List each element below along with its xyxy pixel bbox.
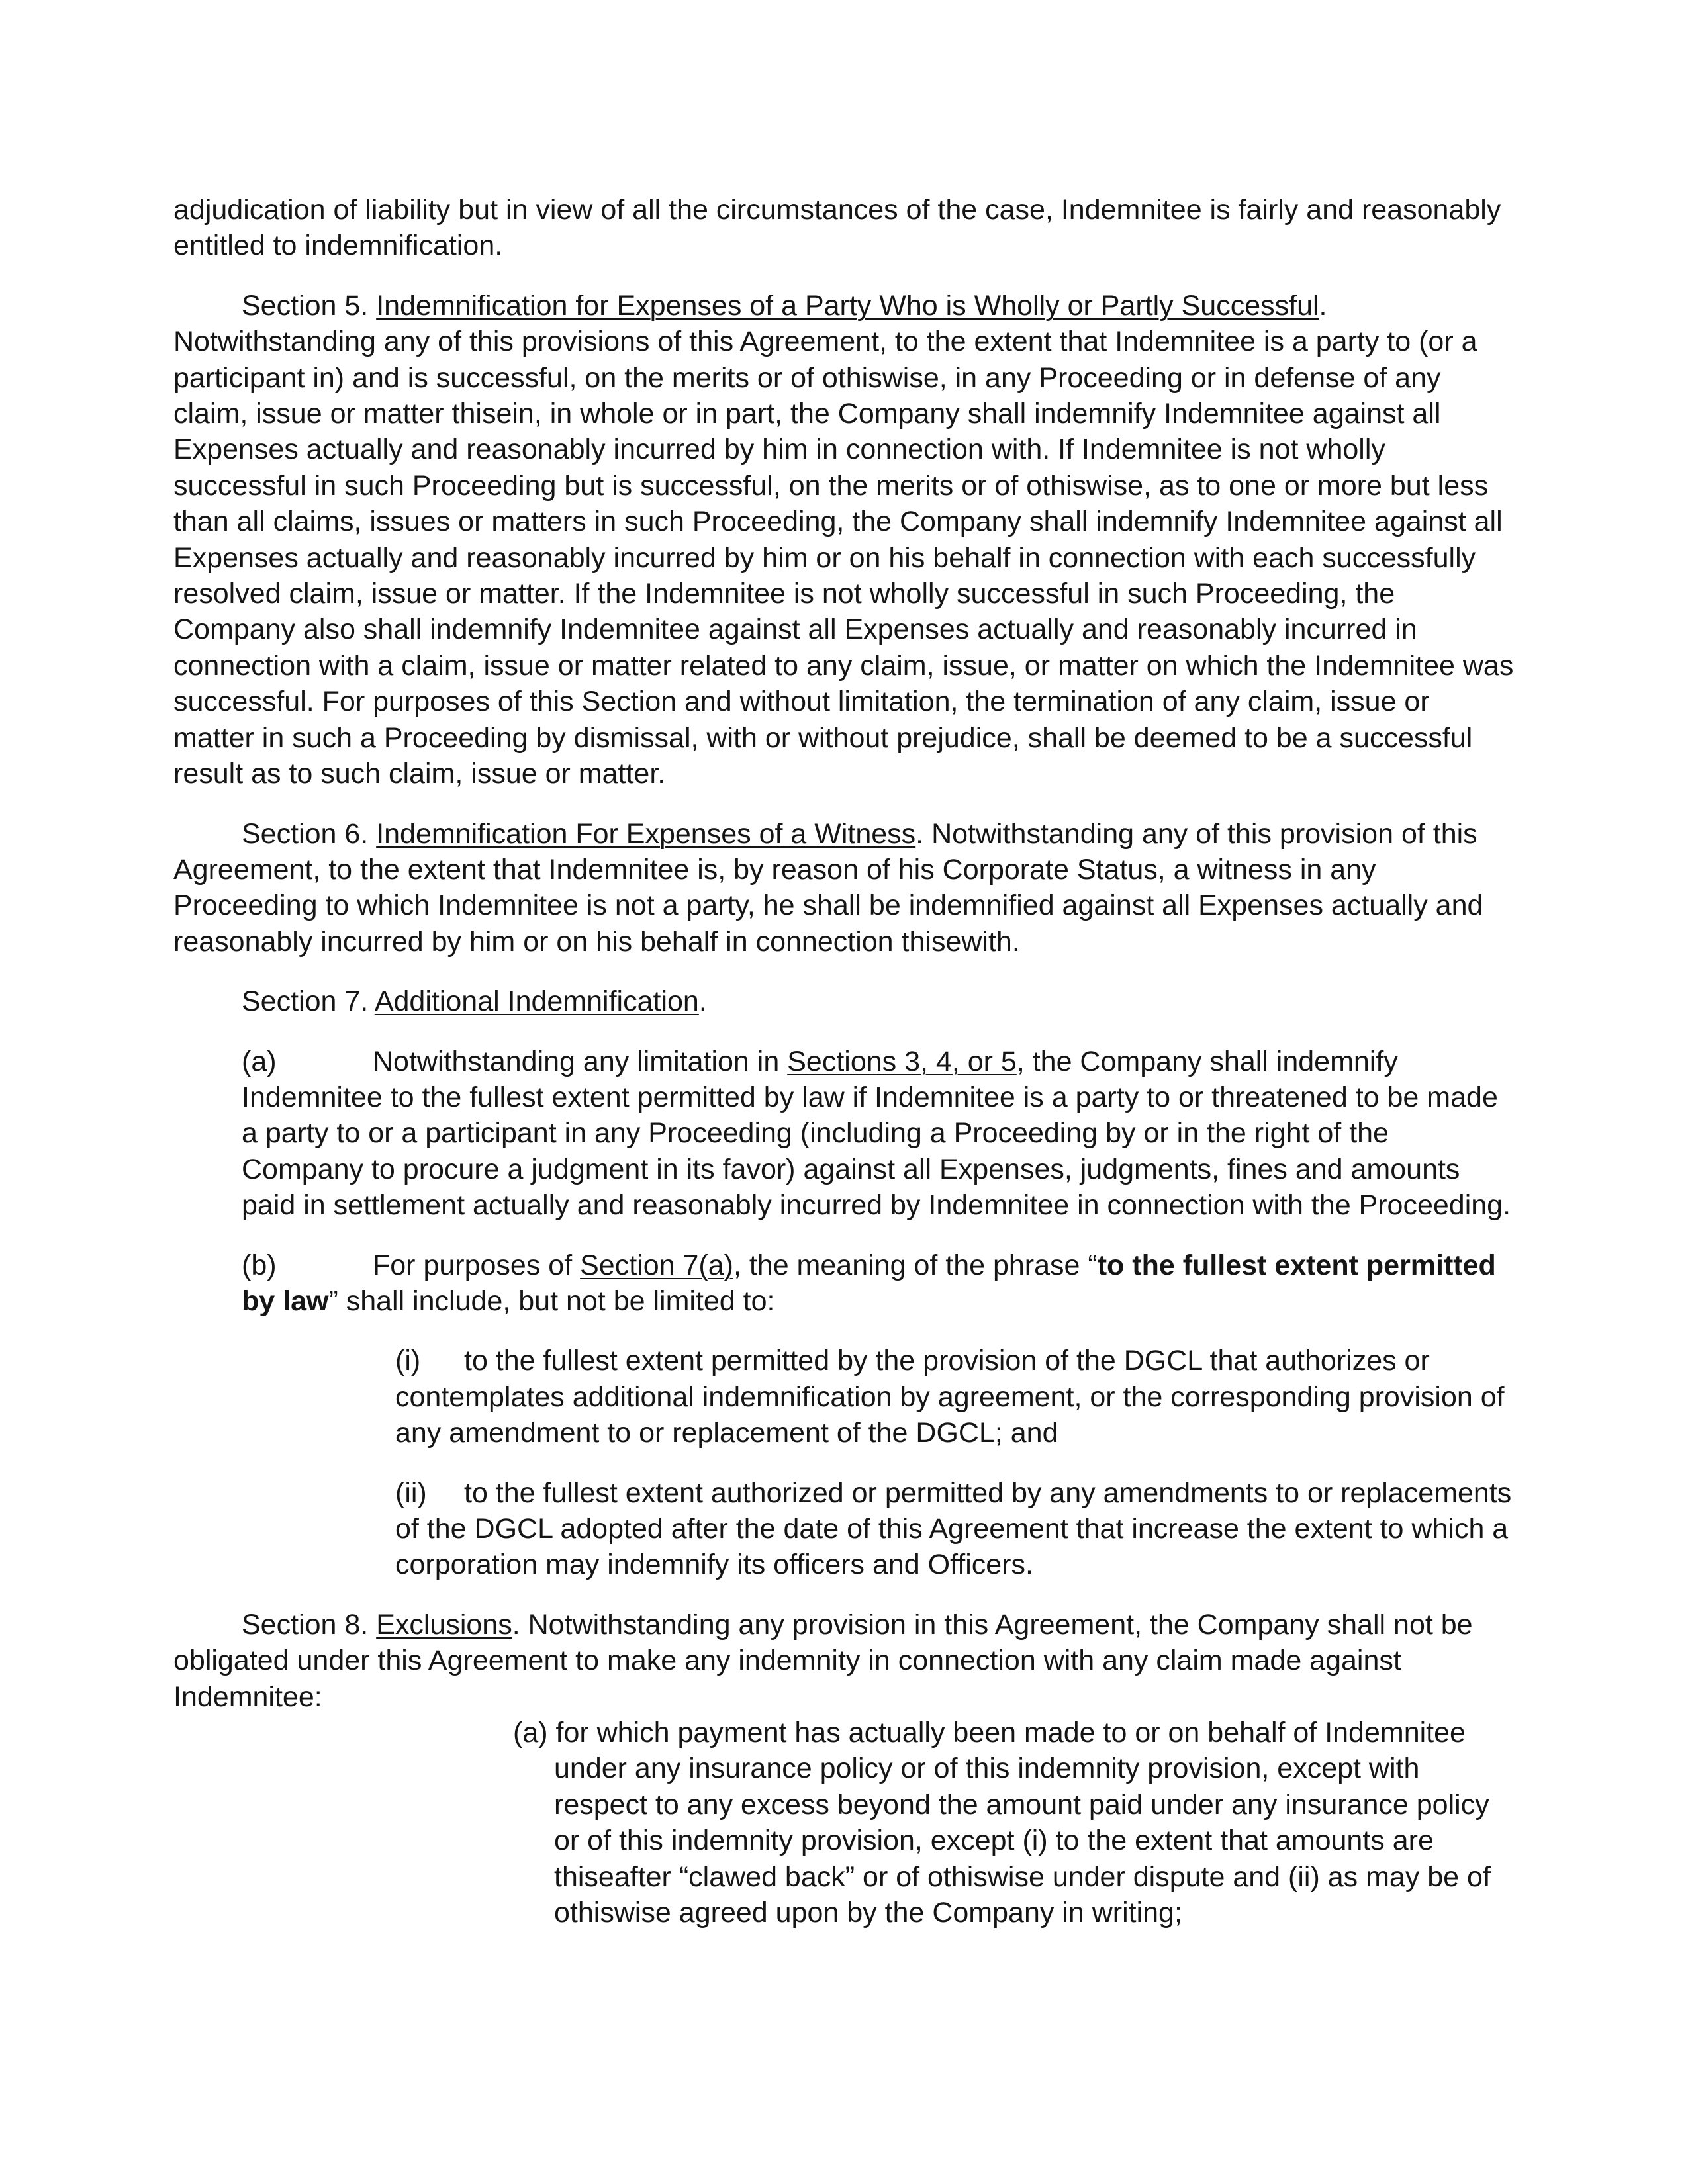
section-6-title: Indemnification For Expenses of a Witness (376, 817, 916, 850)
section-7b-label: (b) (242, 1249, 277, 1281)
section-5-title: Indemnification for Expenses of a Party Who is Wholly or Partly Successful (376, 289, 1319, 322)
document-page (173, 192, 1517, 1931)
section-7b-i-text: to the fullest extent permitted by the provision of the DGCL that authorizes or contemplates additional indemnification by agreement, or the corresponding provision of any amendment to or replacement of the DGCL; and (395, 1345, 1505, 1449)
section-7b-i-label: (i) (395, 1345, 421, 1377)
section-7b-ii-text: to the fullest extent authorized or permitted by any amendments to or replacements of the DGCL adopted after the date of this Agreement that increase the extent to which a corporation may indemnify its officers and Officers. (395, 1477, 1512, 1581)
section-5-body: . Notwithstanding any of this provisions of this Agreement, to the extent that Indemnitee is a party to (or a participant in) and is successful, on the merits or of othiswise, in any Proceeding or in defense of any claim, issue or matter thisein, in whole or in part, the Company shall indemnify Indemnitee against all Expenses actually and reasonably incurred by him in connection with. If Indemnitee is not wholly successful in such Proceeding but is successful, on the merits or of othiswise, as to one or more but less than all claims, issues or matters in such Proceeding, the Company shall indemnify Indemnitee against all Expenses actually and reasonably incurred by him or on his behalf in connection with each successfully resolved claim, issue or matter. If the Indemnitee is not wholly successful in such Proceeding, the Company also shall indemnify Indemnitee against all Expenses actually and reasonably incurred in connection with a claim, issue or matter related to any claim, issue, or matter on which the Indemnitee was successful. For purposes of this Section and without limitation, the termination of any claim, issue or matter in such a Proceeding by dismissal, with or without prejudice, shall be deemed to be a successful result as to such claim, issue or matter. (173, 289, 1514, 790)
paragraph-continuation: adjudication of liability but in view of all the circumstances of the case, Indemnitee is fairly and reasonably entitled to indemnification. (173, 194, 1501, 262)
section-6 (173, 816, 1517, 960)
section-7b-i (395, 1343, 1517, 1451)
section-8-body: . Notwithstanding any provision in this Agreement, the Company shall not be obligated under this Agreement to make any indemnity in connection with any claim made against Indemnitee: (173, 1608, 1473, 1713)
section-7b (242, 1248, 1517, 1320)
section-7a (242, 1044, 1517, 1224)
section-8a: (a) for which payment has actually been made to or on behalf of Indemnitee under any insurance policy or of this indemnity provision, except with respect to any excess beyond the amount paid under any insurance policy or of this indemnity provision, except (i) to the extent that amounts are thiseafter “clawed back” or of othiswise under dispute and (ii) as may be of othiswise agreed upon by the Company in writing; (513, 1717, 1491, 1929)
section-5 (173, 288, 1517, 792)
section-7a-pre: Notwithstanding any limitation in (373, 1045, 788, 1077)
section-8 (173, 1607, 1517, 1715)
section-7a-label: (a) (242, 1045, 277, 1077)
section-7a-ref: Sections 3, 4, or 5 (787, 1045, 1017, 1077)
section-7b-post: ” shall include, but not be limited to: (328, 1285, 775, 1317)
section-7b-ref: Section 7(a) (580, 1249, 733, 1281)
section-7-title: Additional Indemnification (374, 985, 699, 1018)
section-5-label: Section 5. (242, 289, 369, 322)
section-6-label: Section 6. (242, 817, 369, 850)
section-7b-ii-label: (ii) (395, 1477, 427, 1509)
section-6-body: . Notwithstanding any of this provision of this Agreement, to the extent that Indemnitee is, by reason of his Corporate Status, a witness in any Proceeding to which Indemnitee is not a party, he shall be indemnified against all Expenses actually and reasonably incurred by him or on his behalf in connection thisewith. (173, 817, 1483, 958)
section-7b-mid: , the meaning of the phrase “ (733, 1249, 1098, 1281)
section-7-label: Section 7. (242, 985, 369, 1018)
section-7b-bold-phrase: to the fullest extent permitted by law (242, 1249, 1496, 1317)
section-7 (173, 983, 1517, 1019)
section-7b-ii (395, 1475, 1517, 1583)
section-7b-pre: For purposes of (373, 1249, 581, 1281)
section-7-end: . (698, 985, 707, 1018)
section-7a-post: , the Company shall indemnify Indemnitee to the fullest extent permitted by law if Indemnitee is a party to or threatened to be made a party to or a participant in any Proceeding (including a Proceeding by or in the right of the Company to procure a judgment in its favor) against all Expenses, judgments, fines and amounts paid in settlement actually and reasonably incurred by Indemnitee in connection with the Proceeding. (242, 1045, 1511, 1222)
section-8-title: Exclusions (376, 1608, 512, 1641)
section-8-label: Section 8. (242, 1608, 369, 1641)
